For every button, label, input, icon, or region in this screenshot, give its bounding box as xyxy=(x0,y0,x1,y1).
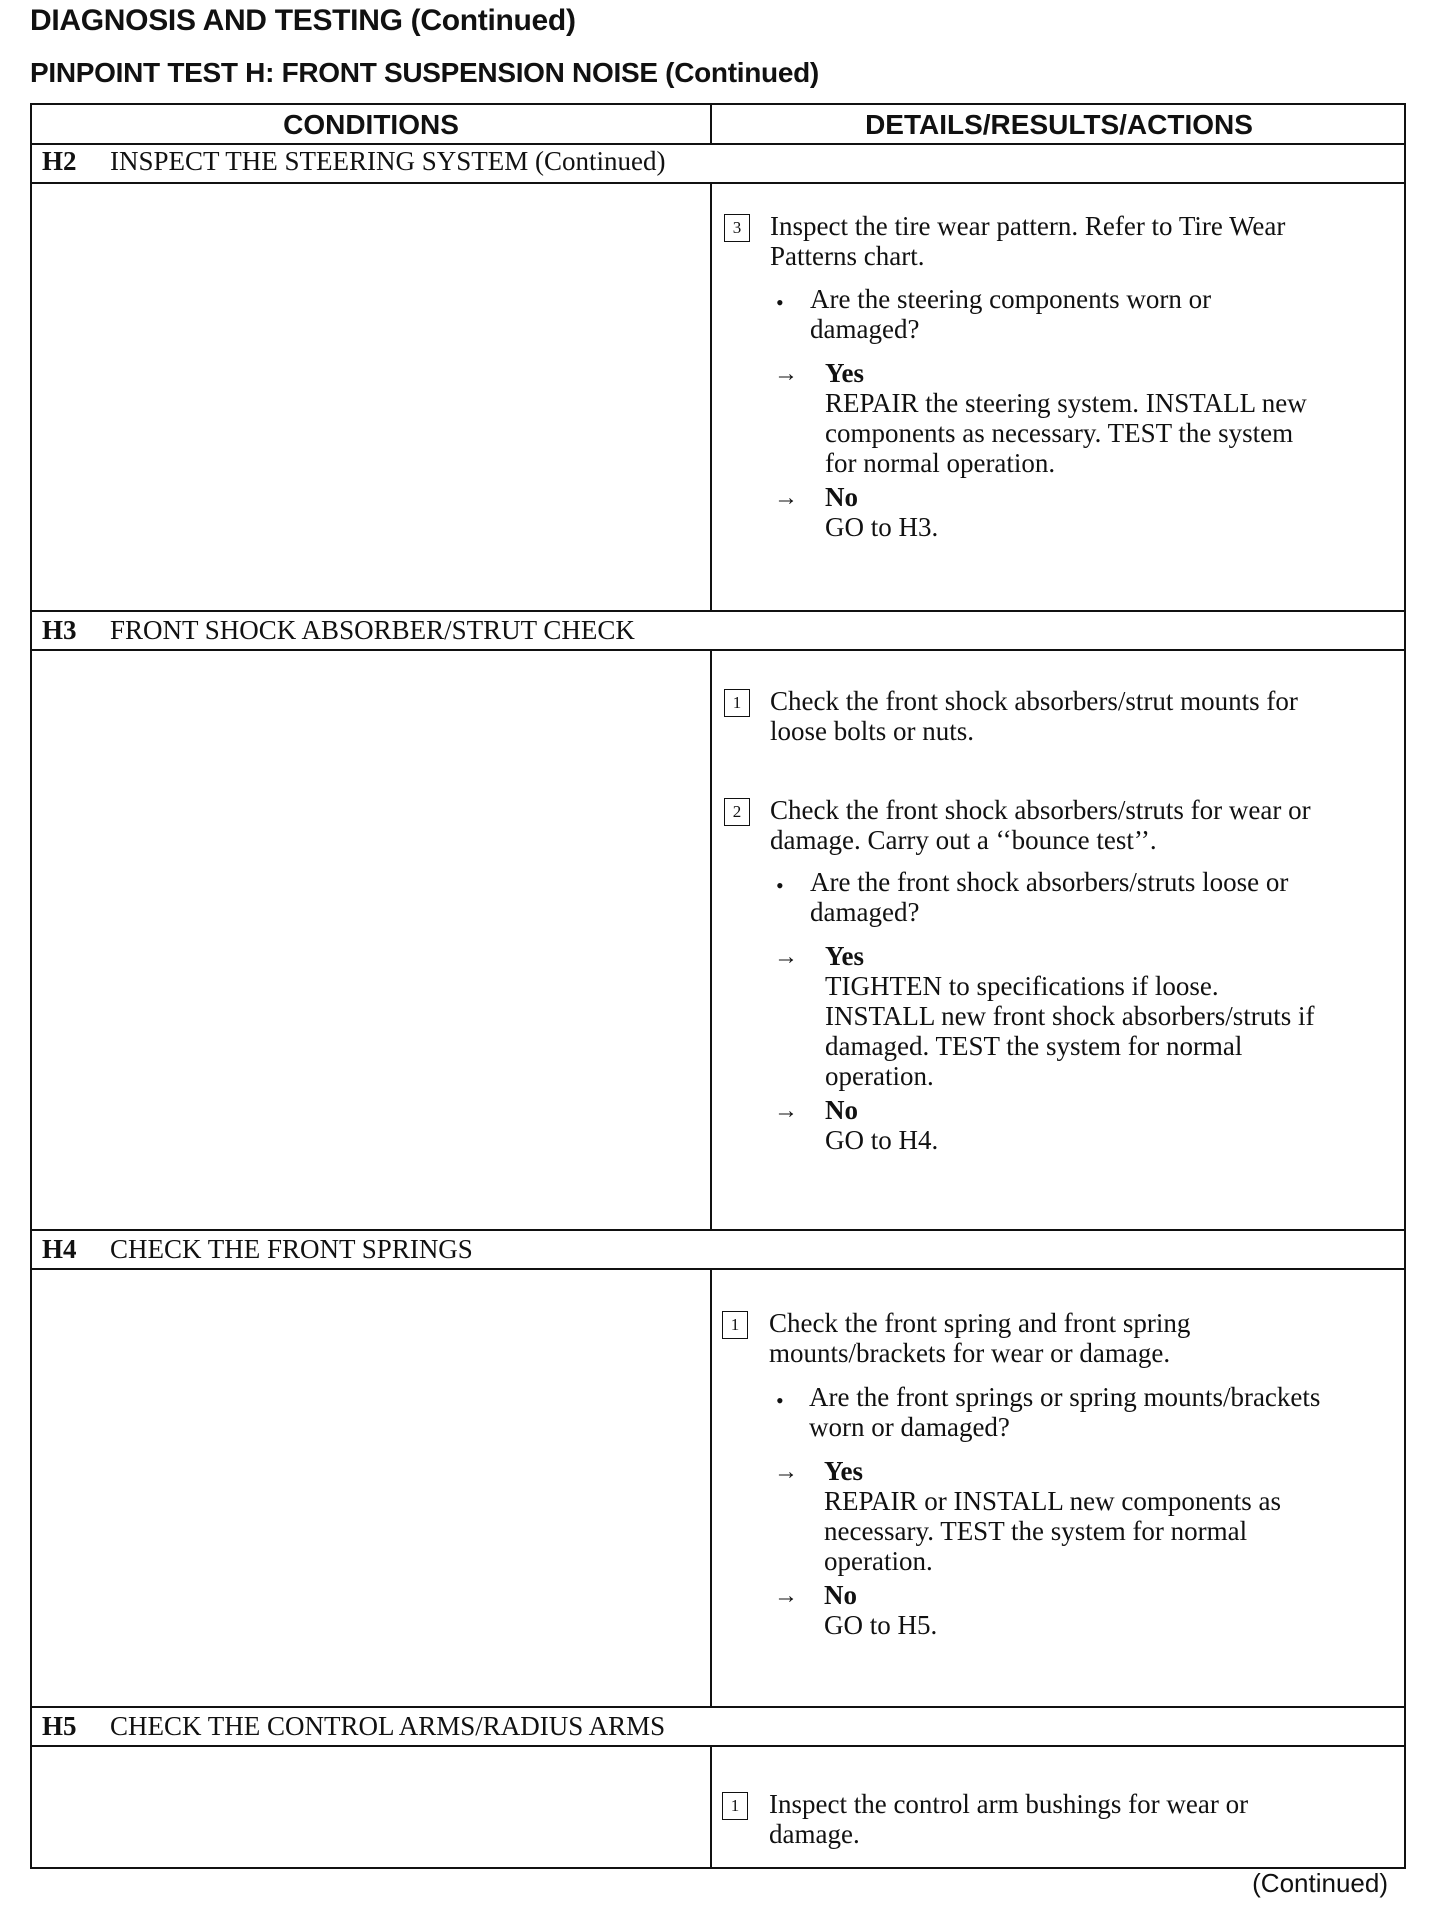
yes-action: TIGHTEN to specifications if loose. INSTALL new front shock absorbers/struts if damaged. TEST the system for normal operation. xyxy=(825,971,1315,1091)
continued-footer: (Continued) xyxy=(1252,1868,1388,1898)
step-item xyxy=(712,651,1404,761)
step-header-h2 xyxy=(32,143,1404,184)
details-cell-h2 xyxy=(712,184,1404,610)
no-action: GO to H5. xyxy=(824,1610,938,1640)
step-instruction: Check the front spring and front spring mounts/brackets for wear or damage. xyxy=(769,1308,1191,1368)
arrow-right-icon: → xyxy=(774,361,798,387)
conditions-cell-h2 xyxy=(32,184,712,610)
bullet-icon: • xyxy=(776,1388,784,1413)
step-header-h4 xyxy=(32,1229,1404,1270)
step-title: CHECK THE FRONT SPRINGS xyxy=(110,1234,473,1264)
step-id: H4 xyxy=(42,1234,77,1264)
arrow-right-icon: → xyxy=(774,485,798,511)
step-question: Are the front springs or spring mounts/brackets worn or damaged? xyxy=(809,1382,1321,1442)
step-id: H2 xyxy=(42,146,77,176)
no-label: No xyxy=(824,1580,857,1610)
step-title: CHECK THE CONTROL ARMS/RADIUS ARMS xyxy=(110,1711,666,1741)
arrow-right-icon: → xyxy=(774,1583,798,1609)
step-number-box: 3 xyxy=(724,214,750,242)
bullet-icon: • xyxy=(776,873,784,898)
arrow-right-icon: → xyxy=(774,1098,798,1124)
yes-label: Yes xyxy=(824,1456,863,1486)
step-item xyxy=(712,761,1404,1229)
arrow-right-icon: → xyxy=(774,944,798,970)
step-instruction: Check the front shock absorbers/strut mounts for loose bolts or nuts. xyxy=(770,686,1298,746)
no-label: No xyxy=(825,1095,858,1125)
step-item xyxy=(712,184,1404,610)
no-action: GO to H3. xyxy=(825,512,939,542)
step-id: H5 xyxy=(42,1711,77,1741)
yes-action: REPAIR or INSTALL new components as necessary. TEST the system for normal operation. xyxy=(824,1486,1282,1576)
no-action: GO to H4. xyxy=(825,1125,939,1155)
pinpoint-test-table xyxy=(30,103,1406,1869)
bullet-icon: • xyxy=(776,290,784,315)
step-question: Are the steering components worn or damaged? xyxy=(810,284,1212,344)
details-column-header: DETAILS/RESULTS/ACTIONS xyxy=(712,105,1406,145)
step-instruction: Inspect the control arm bushings for wear or damage. xyxy=(769,1789,1249,1849)
step-title: INSPECT THE STEERING SYSTEM (Continued) xyxy=(110,146,666,176)
step-instruction: Inspect the tire wear pattern. Refer to Tire Wear Patterns chart. xyxy=(770,211,1286,271)
details-cell-h3 xyxy=(712,651,1404,1229)
conditions-cell-h5 xyxy=(32,1747,712,1867)
step-id: H3 xyxy=(42,615,77,645)
conditions-cell-h3 xyxy=(32,651,712,1229)
step-title: FRONT SHOCK ABSORBER/STRUT CHECK xyxy=(110,615,635,645)
conditions-column-header: CONDITIONS xyxy=(32,105,712,145)
arrow-right-icon: → xyxy=(774,1459,798,1485)
step-number-box: 1 xyxy=(724,689,750,717)
step-item xyxy=(712,1270,1404,1706)
step-question: Are the front shock absorbers/struts loose or damaged? xyxy=(810,867,1289,927)
step-number-box: 2 xyxy=(724,798,750,826)
details-cell-h4 xyxy=(712,1270,1404,1706)
pinpoint-test-title: PINPOINT TEST H: FRONT SUSPENSION NOISE (Continued) xyxy=(30,57,819,88)
step-header-h5 xyxy=(32,1706,1404,1747)
step-header-h3 xyxy=(32,610,1404,651)
yes-label: Yes xyxy=(825,941,864,971)
conditions-cell-h4 xyxy=(32,1270,712,1706)
page-title: DIAGNOSIS AND TESTING (Continued) xyxy=(30,4,576,37)
details-cell-h5 xyxy=(712,1747,1404,1867)
step-item xyxy=(712,1747,1404,1867)
step-number-box: 1 xyxy=(722,1311,748,1339)
yes-label: Yes xyxy=(825,358,864,388)
step-instruction: Check the front shock absorbers/struts for wear or damage. Carry out a ‘‘bounce test’’. xyxy=(770,795,1311,855)
step-number-box: 1 xyxy=(722,1792,748,1820)
yes-action: REPAIR the steering system. INSTALL new components as necessary. TEST the system for normal operation. xyxy=(825,388,1307,478)
no-label: No xyxy=(825,482,858,512)
